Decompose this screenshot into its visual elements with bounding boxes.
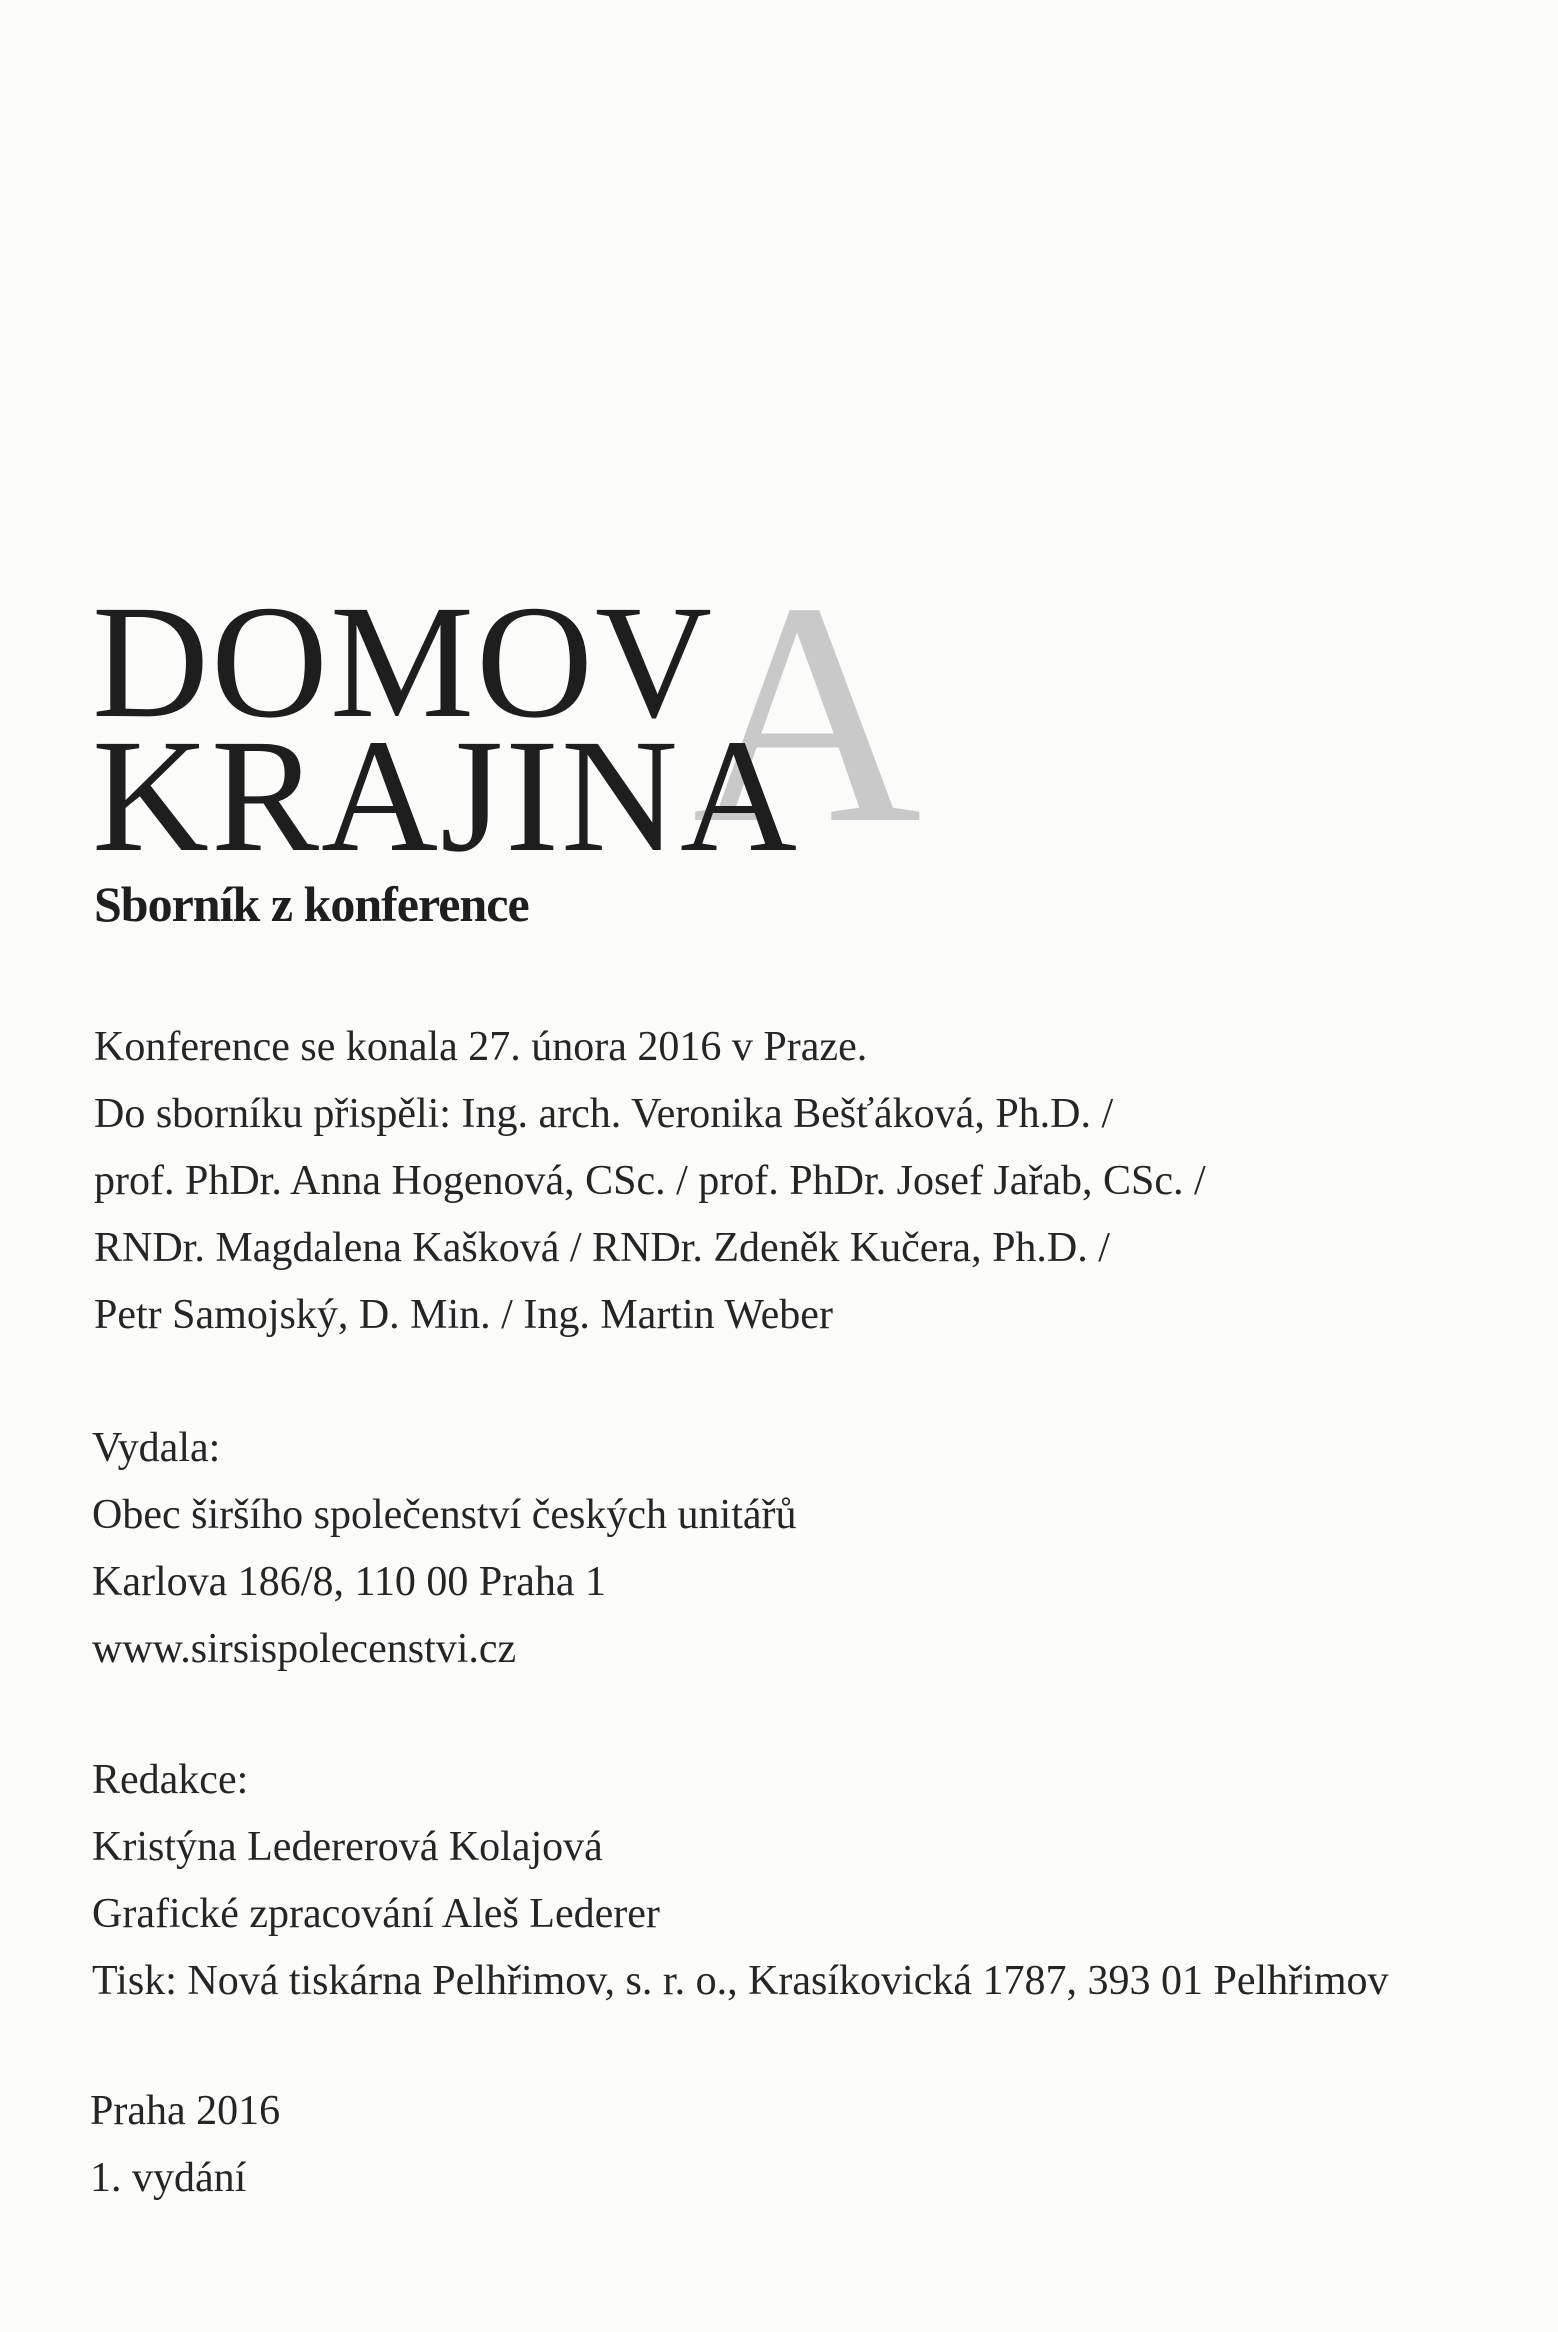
contributors-line: Do sborníku přispěli: Ing. arch. Veronika Bešťáková, Ph.D. / <box>94 1091 1114 1137</box>
editorial-info <box>92 1747 1388 2015</box>
graphic-design-credit: Grafické zpracování Aleš Lederer <box>92 1891 660 1937</box>
edition-info <box>90 2078 280 2212</box>
publisher-name: Obec širšího společenství českých unitářů <box>92 1492 797 1538</box>
printer-credit: Tisk: Nová tiskárna Pelhřimov, s. r. o., Krasíkovická 1787, 393 01 Pelhřimov <box>92 1958 1389 2004</box>
place-year: Praha 2016 <box>90 2088 281 2134</box>
publisher-website: www.sirsispolecenstvi.cz <box>92 1626 517 1672</box>
publisher-address: Karlova 186/8, 110 00 Praha 1 <box>92 1559 607 1605</box>
contributors-line: prof. PhDr. Anna Hogenová, CSc. / prof. PhDr. Josef Jařab, CSc. / <box>94 1158 1206 1204</box>
conference-info <box>94 1014 1206 1349</box>
edition-number: 1. vydání <box>90 2155 247 2201</box>
title-line-krajina: KRAJINA <box>92 707 800 886</box>
editorial-label: Redakce: <box>92 1757 249 1803</box>
title-accent-letter: A <box>692 537 922 889</box>
title-line-domov: DOMOV <box>92 573 715 752</box>
editor-name: Kristýna Ledererová Kolajová <box>92 1824 603 1870</box>
contributors-line: Petr Samojský, D. Min. / Ing. Martin Weber <box>94 1292 833 1338</box>
contributors-line: RNDr. Magdalena Kašková / RNDr. Zdeněk Kučera, Ph.D. / <box>94 1225 1110 1271</box>
book-title <box>92 537 922 889</box>
publisher-label: Vydala: <box>92 1425 221 1471</box>
subtitle: Sborník z konference <box>94 876 529 932</box>
publisher-info <box>92 1415 796 1683</box>
conference-line: Konference se konala 27. února 2016 v Praze. <box>94 1024 868 1070</box>
